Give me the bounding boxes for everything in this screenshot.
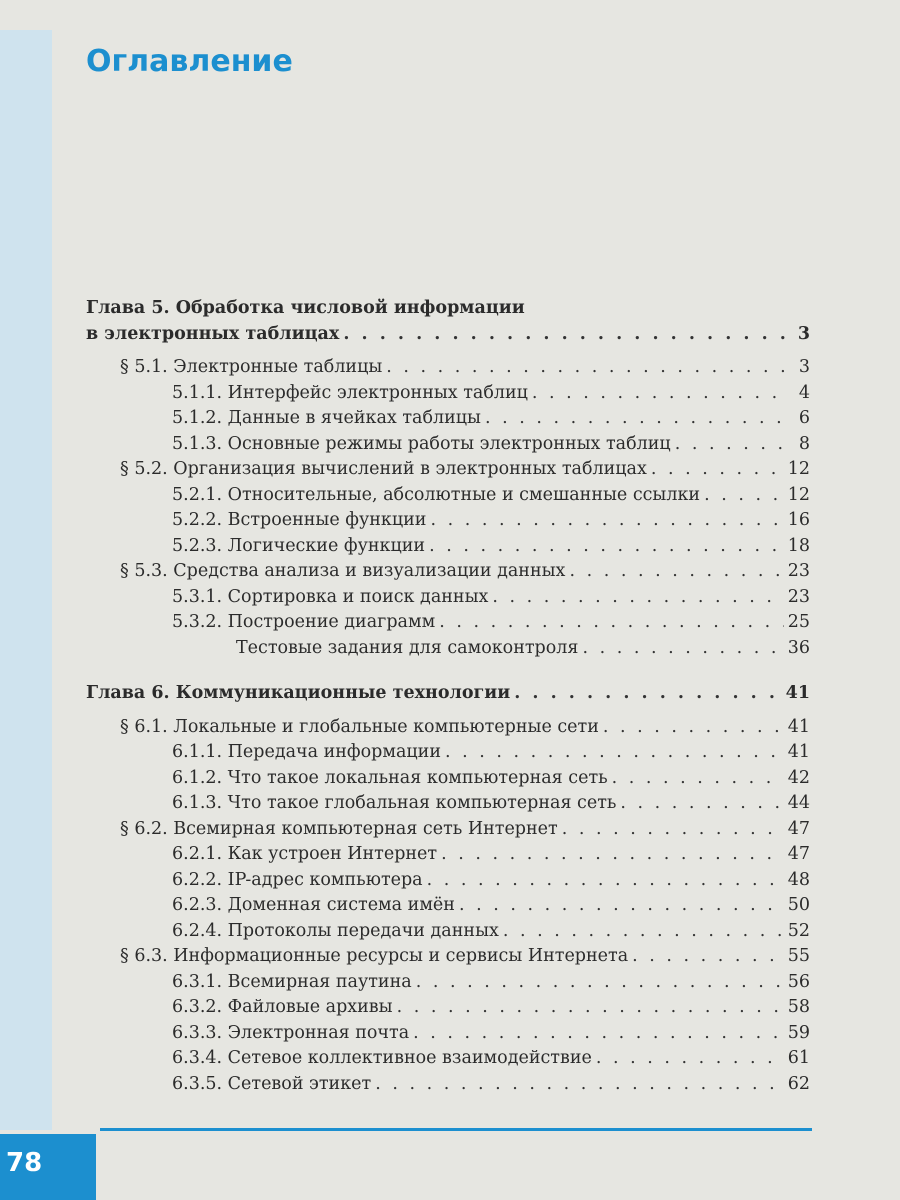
entry-page-number: 62 — [787, 1073, 810, 1094]
entry-page-number: 59 — [787, 1022, 810, 1043]
entry-page-number: 12 — [787, 484, 810, 505]
entry-page-number: 12 — [787, 459, 810, 479]
subsection-entry[interactable] — [86, 1021, 810, 1047]
subsection-entry[interactable] — [86, 868, 810, 894]
page-number: 78 — [6, 1148, 43, 1178]
bottom-divider — [100, 1128, 812, 1131]
dot-leader — [620, 791, 783, 817]
entry-title: Тестовые задания для самоконтроля — [236, 637, 579, 658]
entry-page-number: 58 — [787, 997, 810, 1017]
entry-title: 6.3.5. Сетевой этикет — [172, 1073, 372, 1094]
chapter-entry[interactable] — [86, 322, 810, 348]
chapter-spacer — [86, 707, 810, 715]
subsection-entry[interactable] — [86, 740, 810, 766]
subsection-entry[interactable] — [86, 585, 810, 611]
entry-page-number: 47 — [787, 818, 810, 839]
section-entry[interactable] — [86, 355, 810, 381]
subsection-entry[interactable] — [86, 508, 810, 534]
dot-leader — [596, 1046, 784, 1072]
entry-title: 5.3.1. Сортировка и поиск данных — [172, 586, 489, 607]
subsection-entry[interactable] — [86, 919, 810, 945]
entry-title: § 6.2. Всемирная компьютерная сеть Интернет — [120, 818, 558, 839]
chapter-page-number: 3 — [797, 323, 810, 344]
dot-leader — [343, 322, 790, 348]
dot-leader — [651, 457, 784, 483]
section-entry[interactable] — [86, 559, 810, 585]
subsection-entry[interactable] — [86, 1046, 810, 1072]
entry-title: 5.3.2. Построение диаграмм — [172, 612, 436, 632]
entry-page-number: 55 — [787, 946, 810, 966]
subsection-entry[interactable] — [86, 842, 810, 868]
entry-page-number: 50 — [787, 895, 810, 915]
dot-leader — [413, 1021, 784, 1047]
entry-title: 6.3.4. Сетевое коллективное взаимодействие — [172, 1048, 592, 1068]
entry-page-number: 25 — [787, 612, 810, 632]
entry-page-number: 18 — [787, 535, 810, 556]
entry-page-number: 48 — [787, 869, 810, 890]
dot-leader — [445, 740, 784, 766]
subsection-entry[interactable] — [86, 893, 810, 919]
entry-title: § 5.2. Организация вычислений в электронных таблицах — [120, 459, 647, 479]
entry-title: 5.1.2. Данные в ячейках таблицы — [172, 408, 481, 428]
subsection-entry[interactable] — [86, 432, 810, 458]
dot-leader — [582, 636, 783, 662]
entry-title: 6.2.3. Доменная система имён — [172, 895, 455, 915]
dot-leader — [429, 534, 784, 560]
subsection-entry[interactable] — [86, 766, 810, 792]
entry-title: 6.2.1. Как устроен Интернет — [172, 844, 438, 864]
entry-title: 5.1.1. Интерфейс электронных таблиц — [172, 382, 528, 403]
chapter-spacer — [86, 347, 810, 355]
table-of-contents — [86, 296, 810, 1097]
entry-title: § 5.3. Средства анализа и визуализации данных — [120, 561, 566, 581]
subsection-entry[interactable] — [86, 1072, 810, 1098]
entry-title: 6.3.1. Всемирная паутина — [172, 971, 412, 992]
entry-title: 5.2.3. Логические функции — [172, 535, 426, 556]
section-entry[interactable] — [86, 457, 810, 483]
entry-page-number: 6 — [798, 408, 810, 428]
entry-page-number: 23 — [787, 586, 810, 607]
entry-title: 5.1.3. Основные режимы работы электронных таблиц — [172, 433, 671, 454]
subsection-entry[interactable] — [86, 483, 810, 509]
chapter-entry[interactable] — [86, 681, 810, 707]
entry-title: § 6.1. Локальные и глобальные компьютерные сети — [120, 716, 599, 737]
page-title: Оглавление — [86, 44, 293, 79]
dot-leader — [375, 1072, 784, 1098]
chapter-title: Глава 6. Коммуникационные технологии — [86, 683, 511, 703]
subsection-entry[interactable] — [86, 610, 810, 636]
entry-title: § 6.3. Информационные ресурсы и сервисы Интернета — [120, 946, 629, 966]
entry-title: 6.1.1. Передача информации — [172, 742, 441, 762]
chapter-page-number: 41 — [785, 683, 810, 703]
subsection-entry[interactable] — [86, 995, 810, 1021]
entry-page-number: 23 — [787, 561, 810, 581]
dot-leader — [632, 944, 784, 970]
entry-page-number: 3 — [798, 357, 810, 377]
entry-page-number: 47 — [787, 844, 810, 864]
subsection-entry[interactable] — [86, 534, 810, 560]
entry-page-number: 36 — [787, 637, 810, 658]
entry-title: 6.1.3. Что такое глобальная компьютерная сеть — [172, 793, 617, 813]
entry-title: 6.2.2. IP-адрес компьютера — [172, 869, 423, 890]
dot-leader — [459, 893, 784, 919]
dot-leader — [485, 406, 790, 432]
dot-leader — [397, 995, 784, 1021]
subsection-entry[interactable] — [86, 791, 810, 817]
subsection-entry[interactable] — [86, 381, 810, 407]
dot-leader — [704, 483, 784, 509]
subsection-entry[interactable] — [86, 970, 810, 996]
dot-leader — [532, 381, 790, 407]
dot-leader — [441, 842, 784, 868]
entry-page-number: 4 — [798, 382, 810, 403]
entry-title: 6.3.2. Файловые архивы — [172, 997, 393, 1017]
dot-leader — [603, 715, 784, 741]
chapter-title: в электронных таблицах — [86, 323, 340, 344]
dot-leader — [439, 610, 784, 636]
entry-page-number: 41 — [787, 716, 810, 737]
entry-title: 6.2.4. Протоколы передачи данных — [172, 920, 499, 941]
dot-leader — [612, 766, 784, 792]
entry-title: § 5.1. Электронные таблицы — [120, 357, 383, 377]
entry-page-number: 41 — [787, 742, 810, 762]
test-entry[interactable] — [86, 636, 810, 662]
dot-leader — [503, 919, 784, 945]
subsection-entry[interactable] — [86, 406, 810, 432]
dot-leader — [569, 559, 783, 585]
section-entry[interactable] — [86, 817, 810, 843]
entry-title: 5.2.2. Встроенные функции — [172, 510, 427, 530]
dot-leader — [492, 585, 783, 611]
entry-page-number: 56 — [787, 971, 810, 992]
section-entry[interactable] — [86, 715, 810, 741]
section-entry[interactable] — [86, 944, 810, 970]
dot-leader — [427, 868, 784, 894]
entry-page-number: 42 — [787, 767, 810, 788]
dot-leader — [675, 432, 790, 458]
entry-page-number: 8 — [798, 433, 810, 454]
chapter-heading: Глава 5. Обработка числовой информации — [86, 298, 525, 318]
entry-page-number: 16 — [787, 510, 810, 530]
dot-leader — [430, 508, 783, 534]
dot-leader — [562, 817, 784, 843]
entry-title: 6.1.2. Что такое локальная компьютерная сеть — [172, 767, 608, 788]
entry-title: 5.2.1. Относительные, абсолютные и смешанные ссылки — [172, 484, 701, 505]
entry-page-number: 61 — [787, 1048, 810, 1068]
chapter-gap — [86, 661, 810, 681]
entry-page-number: 52 — [787, 920, 810, 941]
entry-title: 6.3.3. Электронная почта — [172, 1022, 410, 1043]
entry-page-number: 44 — [787, 793, 810, 813]
dot-leader — [386, 355, 790, 381]
dot-leader — [514, 681, 781, 707]
dot-leader — [416, 970, 784, 996]
